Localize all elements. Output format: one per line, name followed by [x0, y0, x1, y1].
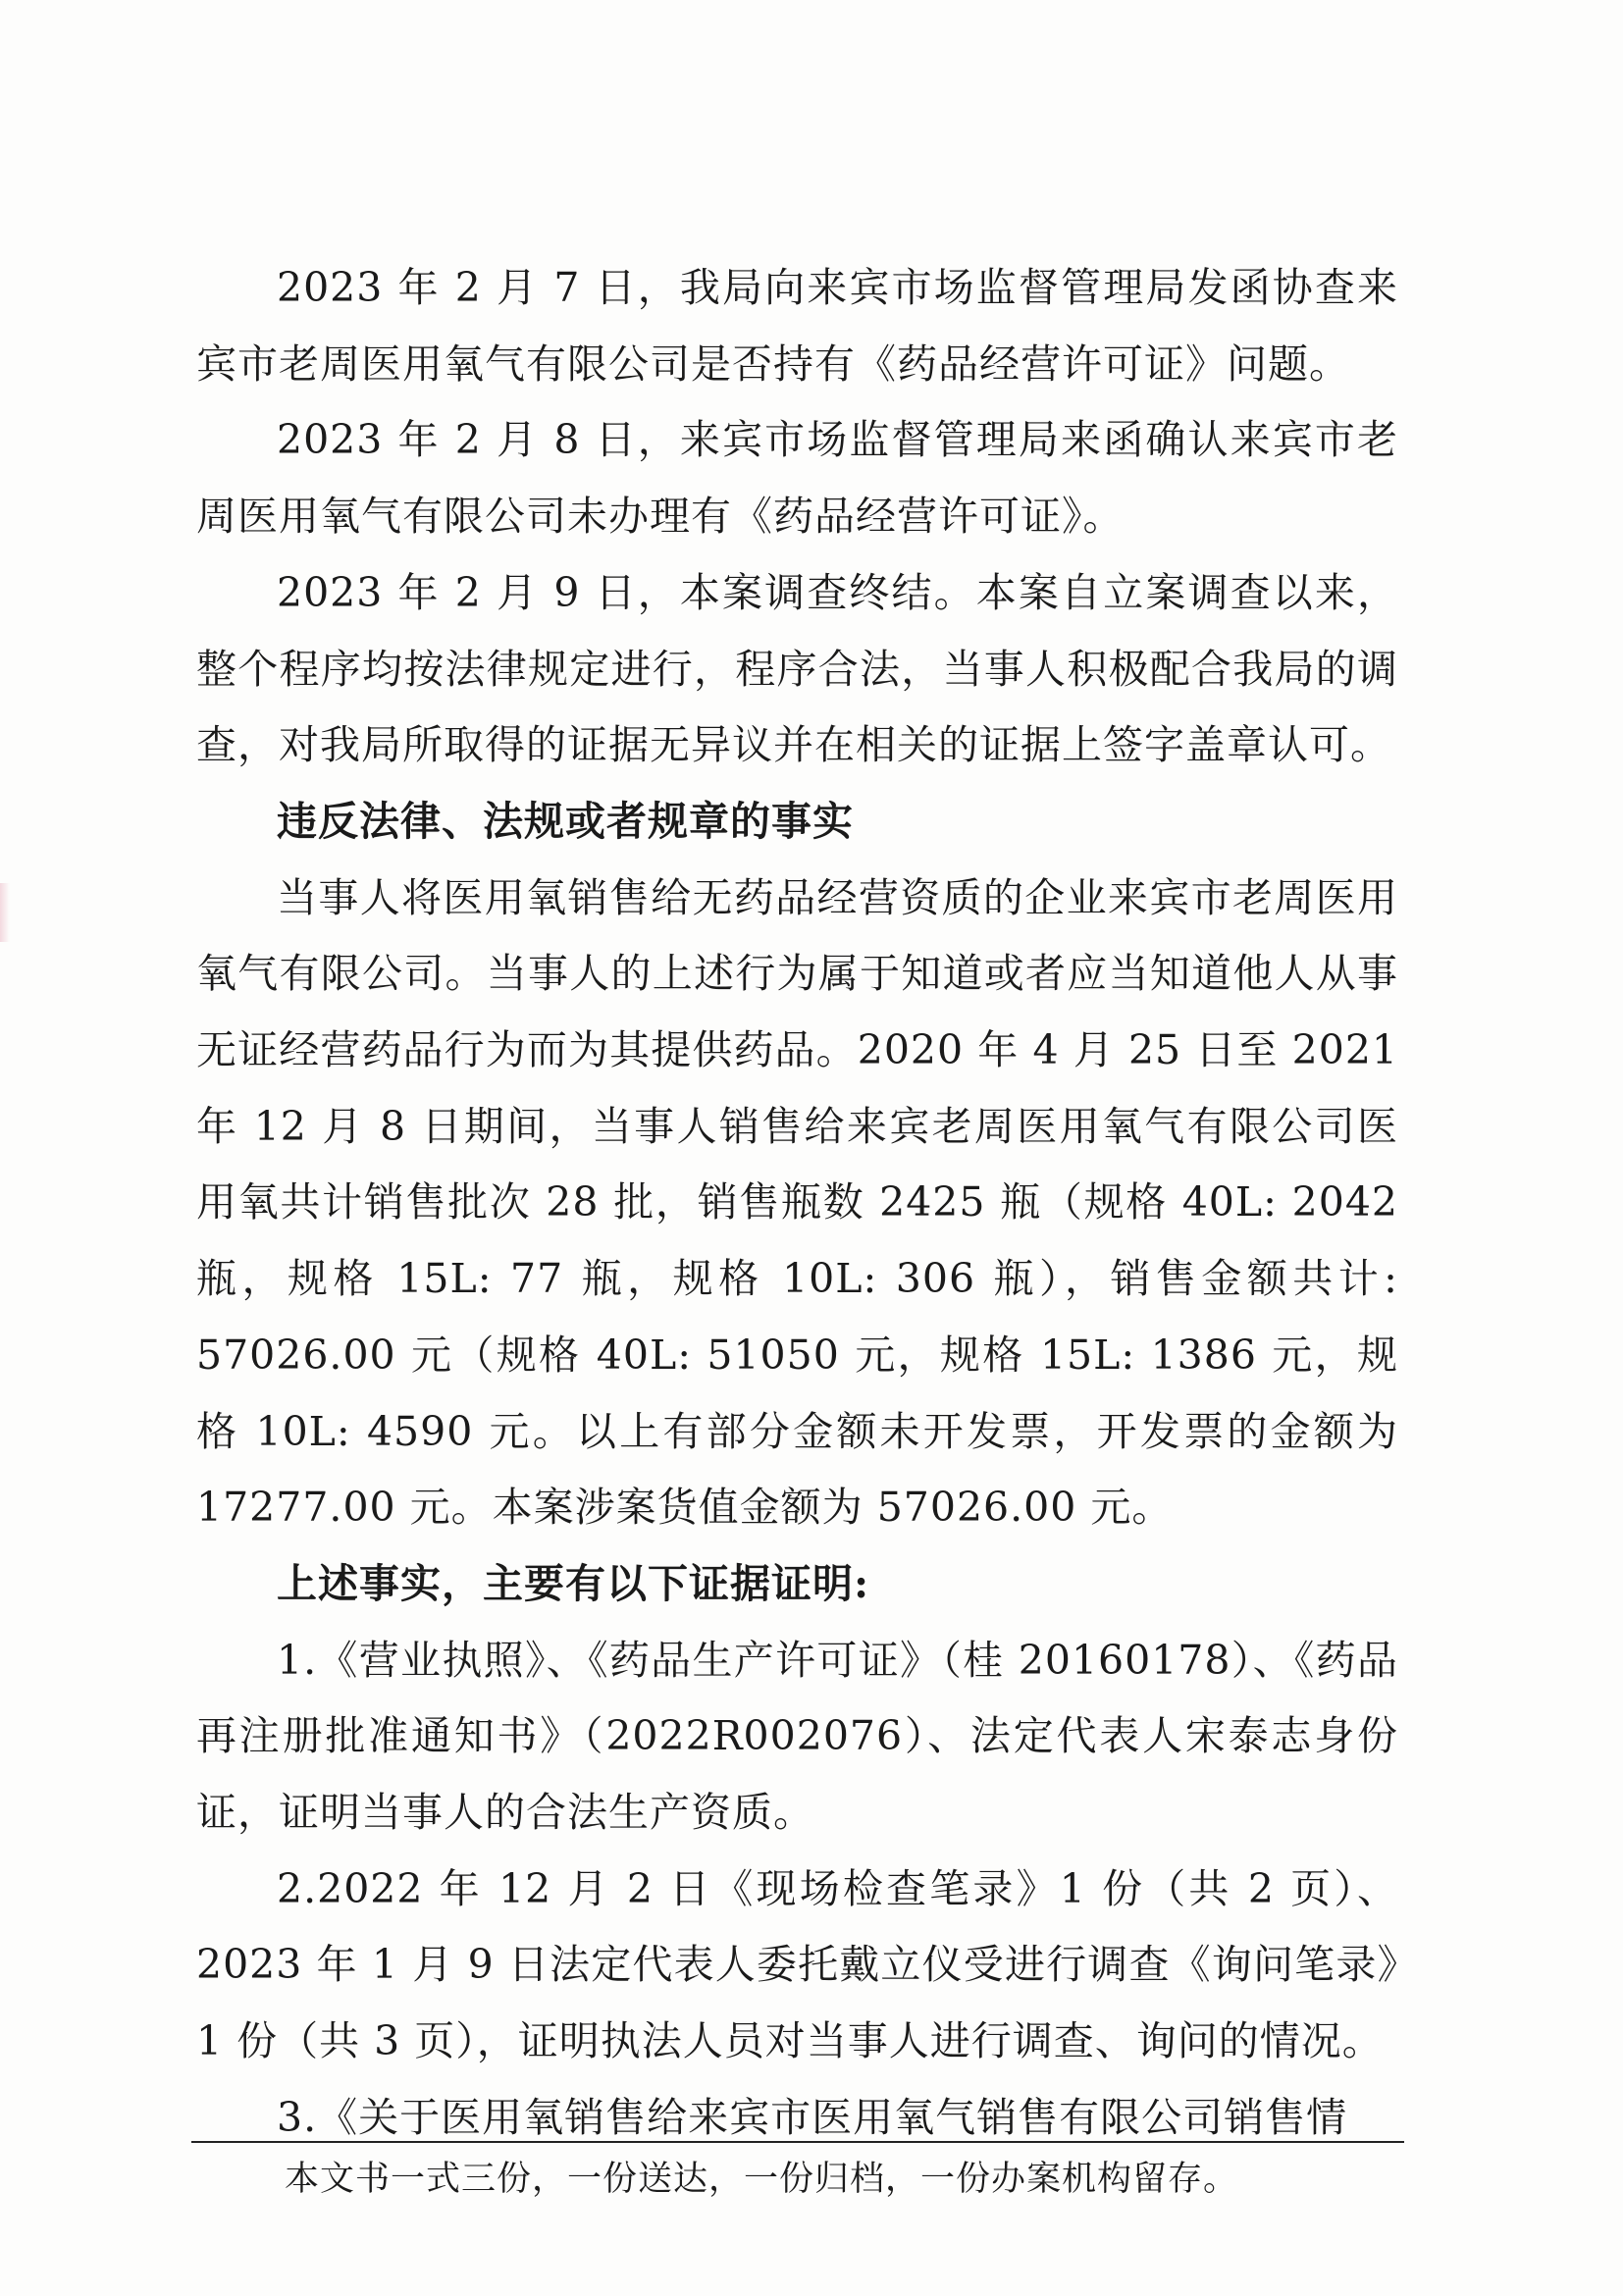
section-heading-evidence: 上述事实，主要有以下证据证明: [277, 1559, 870, 1607]
footer-divider [191, 2141, 1404, 2143]
section-heading-violation: 违反法律、法规或者规章的事实 [277, 797, 854, 845]
evidence-item-3: 3.《关于医用氧销售给来宾市医用氧气销售有限公司销售情 [277, 2093, 1348, 2141]
paragraph-violation-facts: 当事人将医用氧销售给无药品经营资质的企业来宾市老周医用氧气有限公司。当事人的上述行为属于知道或者应当知道他人从事无证经营药品行为而为其提供药品。2020 年 4 月 25 日至 2021 年 12 月 8 日期间，当事人销售给来宾老周医用氧气有限公司医用氧共计销售批次 28 批，销售瓶数 2425 瓶（规格 40L: 2042 瓶，规格 15L: 77 瓶，规格 10L: 306 瓶），销售金额共计: 57026.00 元（规格 40L: 51050 元，规格 15L: 1386 元，规格 10L: 4590 元。以上有部分金额未开发票，开发票的金额为 17277.00 元。本案涉案货值金额为 57026.00 元。 [196, 873, 1398, 1532]
paragraph-investigation-reply: 2023 年 2 月 8 日，来宾市场监督管理局来函确认来宾市老周医用氧气有限公司未办理有《药品经营许可证》。 [196, 416, 1398, 541]
paragraph-investigation-concluded: 2023 年 2 月 9 日，本案调查终结。本案自立案调查以来，整个程序均按法律规定进行，程序合法，当事人积极配合我局的调查，对我局所取得的证据无异议并在相关的证据上签字盖章认可。 [196, 568, 1398, 769]
evidence-item-1: 1.《营业执照》、《药品生产许可证》（桂 20160178）、《药品再注册批准通知书》（2022R002076）、法定代表人宋泰志身份证，证明当事人的合法生产资质。 [196, 1636, 1398, 1837]
paragraph-investigation-request: 2023 年 2 月 7 日，我局向来宾市场监督管理局发函协查来宾市老周医用氧气有限公司是否持有《药品经营许可证》问题。 [196, 264, 1398, 388]
edge-stamp-mark [0, 883, 10, 942]
evidence-item-2: 2.2022 年 12 月 2 日《现场检查笔录》1 份（共 2 页）、2023 年 1 月 9 日法定代表人委托戴立仪受进行调查《询问笔录》1 份（共 3 页），证明执法人员对当事人进行调查、询问的情况。 [196, 1864, 1398, 2065]
footer-note: 本文书一式三份，一份送达，一份归档，一份办案机构留存。 [285, 2160, 1239, 2199]
document-body [196, 250, 1398, 2157]
